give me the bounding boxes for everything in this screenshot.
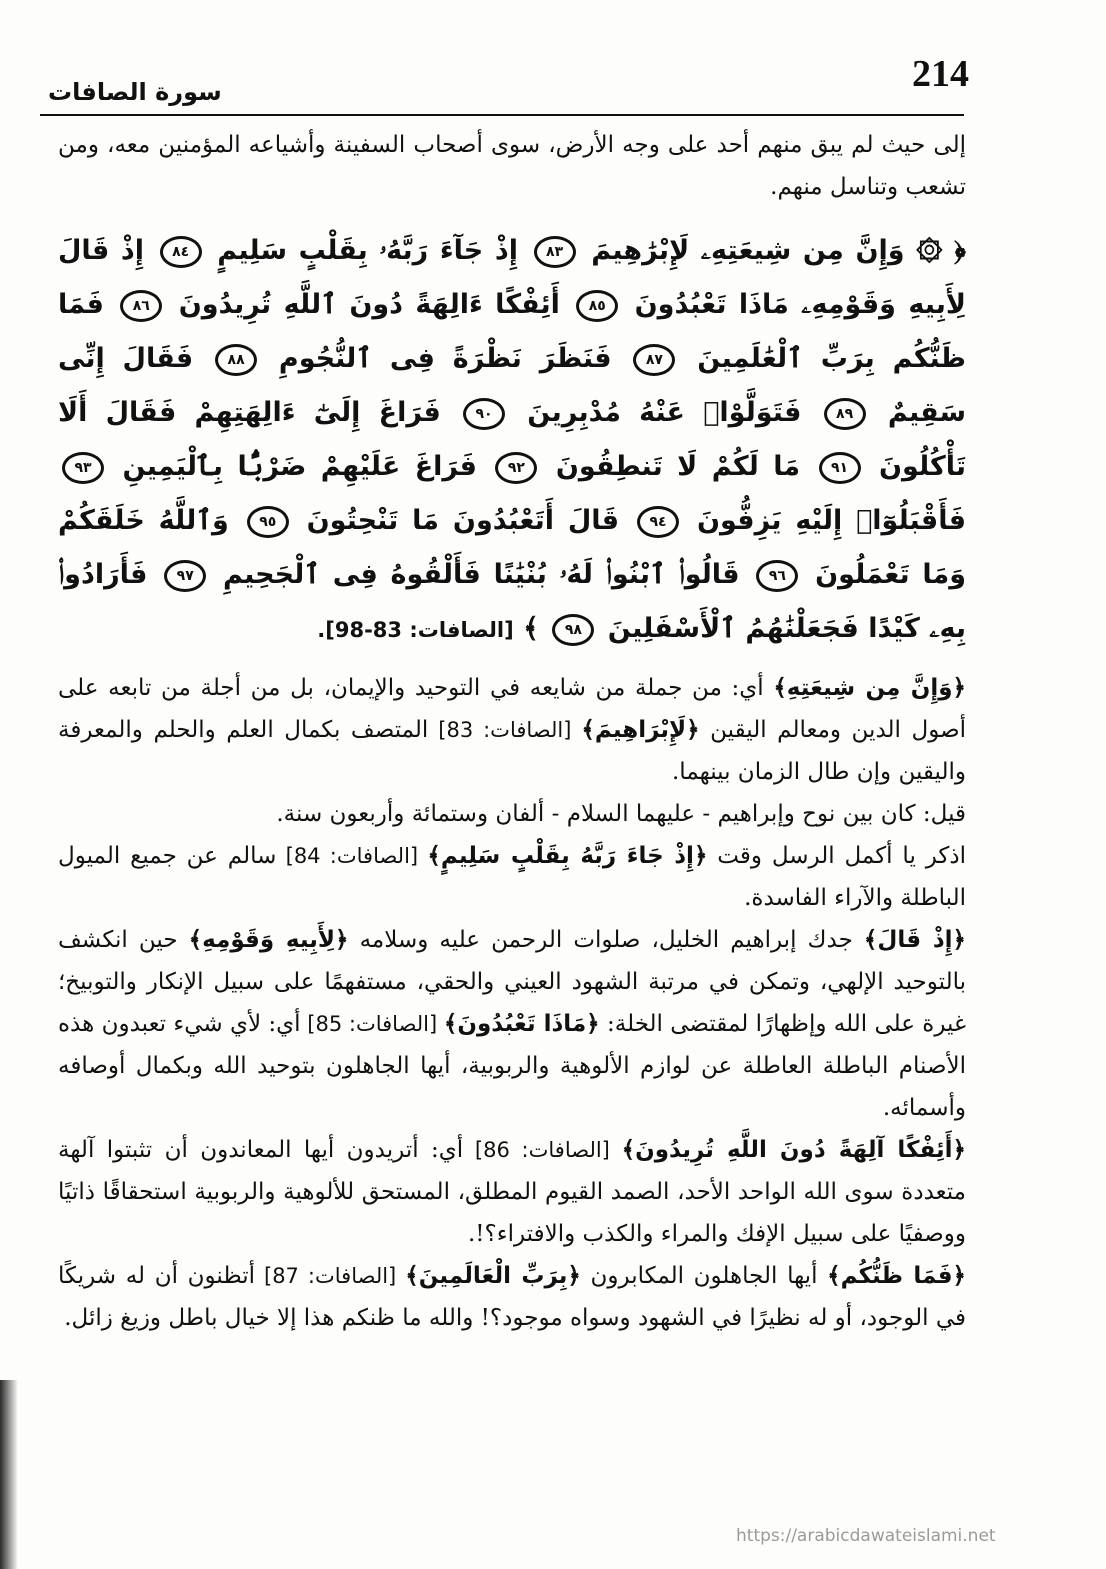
commentary-paragraph-3 [58,835,966,919]
commentary-text: سالم عن جميع الميول الباطلة والآراء الفاسدة. [58,843,966,911]
close-bracket: ﴾ [523,613,539,644]
commentary-text: أي: أتريدون أيها المعاندون أن تثبتوا آلهة متعددة سوى الله الواحد الأحد، الصمد القيوم المطلق، المستحق للألوهية والربوبية استحقاقًا ذاتيًا ووصفيًا على سبيل الإفك والمراء والكذب والافتراء؟!. [58,1137,966,1247]
intro-paragraph: إلى حيث لم يبق منهم أحد على وجه الأرض، سوى أصحاب السفينة وأشياعه المؤمنين معه، ومن تشعب وتناسل منهم. [58,132,966,200]
quran-quote: ﴿وَإِنَّ مِن شِيعَتِهِ﴾ [773,675,967,701]
commentary-paragraph-1 [58,667,966,793]
quran-quote: ﴿بِرَبِّ الْعَالَمِينَ﴾ [405,1263,581,1289]
open-bracket: ﴿ [954,235,967,266]
commentary-text: المتصف بكمال العلم والحلم والمعرفة واليقين وإن طال الزمان بينهما. [58,717,966,785]
ayah-number-marker: ٩٦ [756,560,798,592]
surah-title: سورة الصافات [48,78,222,106]
commentary-text: أيها الجاهلون المكابرون [580,1263,828,1289]
commentary-text: أي: من جملة من شايعه في التوحيد والإيمان، بل من أجلة من تابعه على أصول الدين ومعالم اليقين [58,675,967,743]
commentary-text: قيل: كان بين نوح وإبراهيم - عليهما السلام - ألفان وستمائة وأربعون سنة. [276,801,966,827]
ayah-number-marker: ٨٧ [633,344,675,376]
ayah-text: قَالَ أَتَعْبُدُونَ مَا تَنْحِتُونَ [306,505,620,536]
verse-reference: [الصافات: 83] [428,718,582,742]
ayah-text: مَا لَكُمْ لَا تَنطِقُونَ [555,451,801,482]
page-number: 214 [912,53,969,95]
ayah-number-marker: ٩١ [819,452,861,484]
ayah-number-marker: ٨٤ [160,236,202,268]
ayah-number-marker: ٩٤ [637,506,679,538]
quran-quote: ﴿فَمَا ظَنُّكُم﴾ [827,1263,966,1289]
ayah-number-marker: ٨٦ [120,290,162,322]
commentary-text: اذكر يا أكمل الرسل وقت [707,843,966,869]
quran-quote: ﴿إِذْ جَاءَ رَبَّهُ بِقَلْبٍ سَلِيمٍ﴾ [427,843,708,869]
verse-reference: [الصافات: 84] [276,844,428,868]
commentary-text: جدك إبراهيم الخليل، صلوات الرحمن عليه وسلامه [348,927,864,953]
commentary-paragraph-6 [58,1255,966,1339]
ayah-text: فَأَرَادُوا۟ بِهِۦ كَيْدًا فَجَعَلْنَٰهُمُ ٱلْأَسْفَلِينَ [58,559,966,644]
ayah-number-marker: ٩٥ [247,506,289,538]
ayah-text: قَالُوا۟ ٱبْنُوا۟ لَهُۥ بُنْيَٰنًا فَأَلْقُوهُ فِى ٱلْجَحِيمِ [222,559,740,590]
rub-el-hizb-icon: ۞ [916,235,943,266]
quran-quote: ﴿أَئِفْكًا آلِهَةً دُونَ اللَّهِ تُرِيدُونَ﴾ [621,1137,966,1163]
ayah-text: فَرَاغَ عَلَيْهِمْ ضَرْبًۢا بِٱلْيَمِينِ [122,451,477,482]
ayah-number-marker: ٨٩ [824,398,866,430]
ayah-text: فَنَظَرَ نَظْرَةً فِى ٱلنُّجُومِ [278,343,612,374]
ayah-text: فَمَا ظَنُّكُم بِرَبِّ ٱلْعَٰلَمِينَ [58,289,966,374]
commentary-text: أي: لأي شيء تعبدون هذه الأصنام الباطلة العاطلة عن لوازم الألوهية والربوبية، أيها الجاهلون بتوحيد الله وبكمال أوصافه وأسمائه. [58,1011,966,1121]
ayah-text: فَأَقْبَلُوٓا۟ إِلَيْهِ يَزِفُّونَ [696,505,967,536]
ayah-text: إِذْ قَالَ لِأَبِيهِ وَقَوْمِهِۦ مَاذَا تَعْبُدُونَ [58,235,966,320]
quran-quote: ﴿لَإِبْرَاهِيمَ﴾ [581,717,700,743]
quran-quote: ﴿لِأَبِيهِ وَقَوْمِهِ﴾ [188,927,349,953]
verse-reference: [الصافات: 85] [300,1012,444,1036]
quran-quote: ﴿إِذْ قَالَ﴾ [863,927,966,953]
ayah-text: وَإِنَّ مِن شِيعَتِهِۦ لَإِبْرَٰهِيمَ [591,235,905,266]
header-divider [40,114,964,116]
quran-quote: ﴿مَاذَا تَعْبُدُونَ﴾ [443,1011,600,1037]
ayah-text: فَرَاغَ إِلَىٰٓ ءَالِهَتِهِمْ فَقَالَ أَلَا تَأْكُلُونَ [58,397,966,482]
commentary-paragraph-2 [58,793,966,835]
page-content [58,124,966,1339]
quran-verses-block [58,224,966,657]
ayah-number-marker: ٩٣ [62,452,104,484]
verse-reference: [الصافات: 83-98]. [317,618,514,642]
ayah-number-marker: ٩٨ [552,614,594,646]
ayah-text: فَقَالَ إِنِّى سَقِيمٌ [58,343,966,428]
commentary-text: حين انكشف بالتوحيد الإلهي، وتمكن في مرتبة الشهود العيني والحقي، مستفهمًا على سبيل الإنكار والتوبيخ؛ غيرة على الله وإظهارًا لمقتضى الخلة: [58,927,967,1037]
verse-reference: [الصافات: 87] [254,1264,406,1288]
ayah-number-marker: ٨٣ [534,236,576,268]
ayah-number-marker: ٩٧ [164,560,206,592]
watermark-url: https://arabicdawateislami.net [736,1526,996,1546]
ayah-number-marker: ٩٠ [463,398,505,430]
ayah-number-marker: ٩٢ [495,452,537,484]
commentary-paragraph-5 [58,1129,966,1255]
ayah-text: إِذْ جَآءَ رَبَّهُۥ بِقَلْبٍ سَلِيمٍ [217,235,518,266]
commentary-paragraph-4 [58,919,966,1129]
ayah-text: فَتَوَلَّوْا۟ عَنْهُ مُدْبِرِينَ [527,397,802,428]
ayah-text: وَٱللَّهُ خَلَقَكُمْ وَمَا تَعْمَلُونَ [58,505,967,590]
commentary-text: أتظنون أن له شريكًا في الوجود، أو له نظيرًا في الشهود وسواه موجود؟! والله ما ظنكم هذا إلا خيال باطل وزيغ زائل. [58,1263,966,1331]
verse-reference: [الصافات: 86] [463,1138,622,1162]
ayah-number-marker: ٨٥ [576,290,618,322]
scan-edge-shadow [0,1380,18,1569]
ayah-number-marker: ٨٨ [215,344,257,376]
ayah-text: أَئِفْكًا ءَالِهَةً دُونَ ٱللَّهِ تُرِيدُونَ [178,289,560,320]
